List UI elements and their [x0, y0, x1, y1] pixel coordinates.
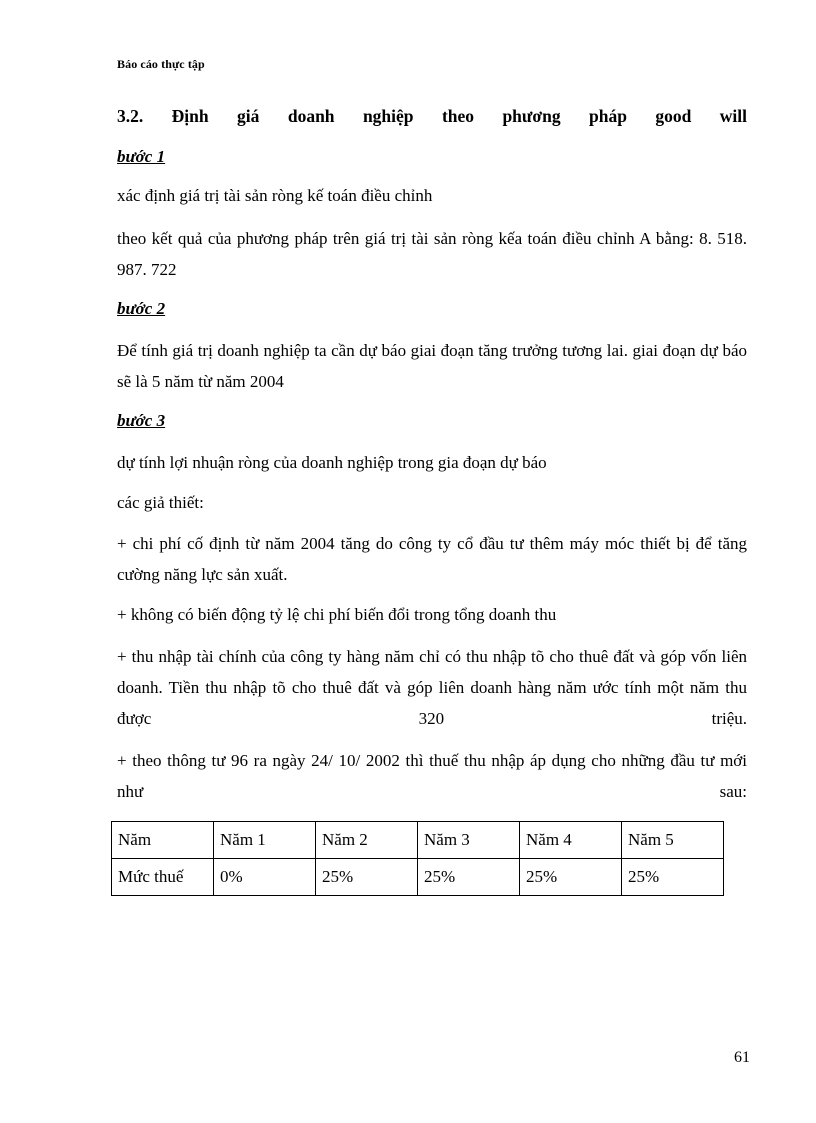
table-cell: 25%	[520, 859, 622, 896]
paragraph-7: + không có biến động tỷ lệ chi phí biến đổi trong tổng doanh thu	[117, 605, 557, 624]
table-cell: Mức thuế	[112, 859, 214, 896]
paragraph-9: + theo thông tư 96 ra ngày 24/ 10/ 2002 thì thuế thu nhập áp dụng cho những đầu tư mới như sau:	[117, 751, 747, 801]
paragraph-5: các giả thiết:	[117, 493, 204, 512]
paragraph-6: + chi phí cố định từ năm 2004 tăng do công ty cổ đầu tư thêm máy móc thiết bị để tăng cường năng lực sản xuất.	[117, 534, 747, 584]
table-cell: Năm 3	[418, 822, 520, 859]
table-cell: Năm 4	[520, 822, 622, 859]
table-header-row	[112, 822, 724, 859]
table-cell: 25%	[316, 859, 418, 896]
tax-rate-table	[111, 821, 724, 896]
table-cell: 25%	[418, 859, 520, 896]
table-cell: Năm	[112, 822, 214, 859]
table-cell: 0%	[214, 859, 316, 896]
page-number: 61	[734, 1049, 750, 1066]
paragraph-3: Để tính giá trị doanh nghiệp ta cần dự báo giai đoạn tăng trưởng tương lai. giai đoạn dự báo sẽ là 5 năm từ năm 2004	[117, 341, 747, 391]
table-cell: Năm 1	[214, 822, 316, 859]
step-2-heading: bước 2	[117, 299, 166, 318]
page-header: Báo cáo thực tập	[117, 57, 205, 71]
table-cell: Năm 5	[622, 822, 724, 859]
table-cell: Năm 2	[316, 822, 418, 859]
paragraph-1: xác định giá trị tài sản ròng kế toán điều chỉnh	[117, 186, 433, 205]
step-3-heading: bước 3	[117, 411, 166, 430]
section-title: 3.2. Định giá doanh nghiệp theo phương pháp good will	[117, 106, 747, 126]
table-cell: 25%	[622, 859, 724, 896]
paragraph-4: dự tính lợi nhuận ròng của doanh nghiệp trong gia đoạn dự báo	[117, 453, 547, 472]
table-row	[112, 859, 724, 896]
paragraph-8: + thu nhập tài chính của công ty hàng năm chỉ có thu nhập tõ cho thuê đất và góp vốn liên doanh. Tiền thu nhập tõ cho thuê đất và góp liên doanh hàng năm ước tính một năm thu được 320 triệu.	[117, 647, 747, 728]
step-1-heading: bước 1	[117, 147, 166, 166]
paragraph-2: theo kết quả của phương pháp trên giá trị tài sản ròng kếa toán điều chỉnh A bằng: 8. 518. 987. 722	[117, 229, 747, 279]
